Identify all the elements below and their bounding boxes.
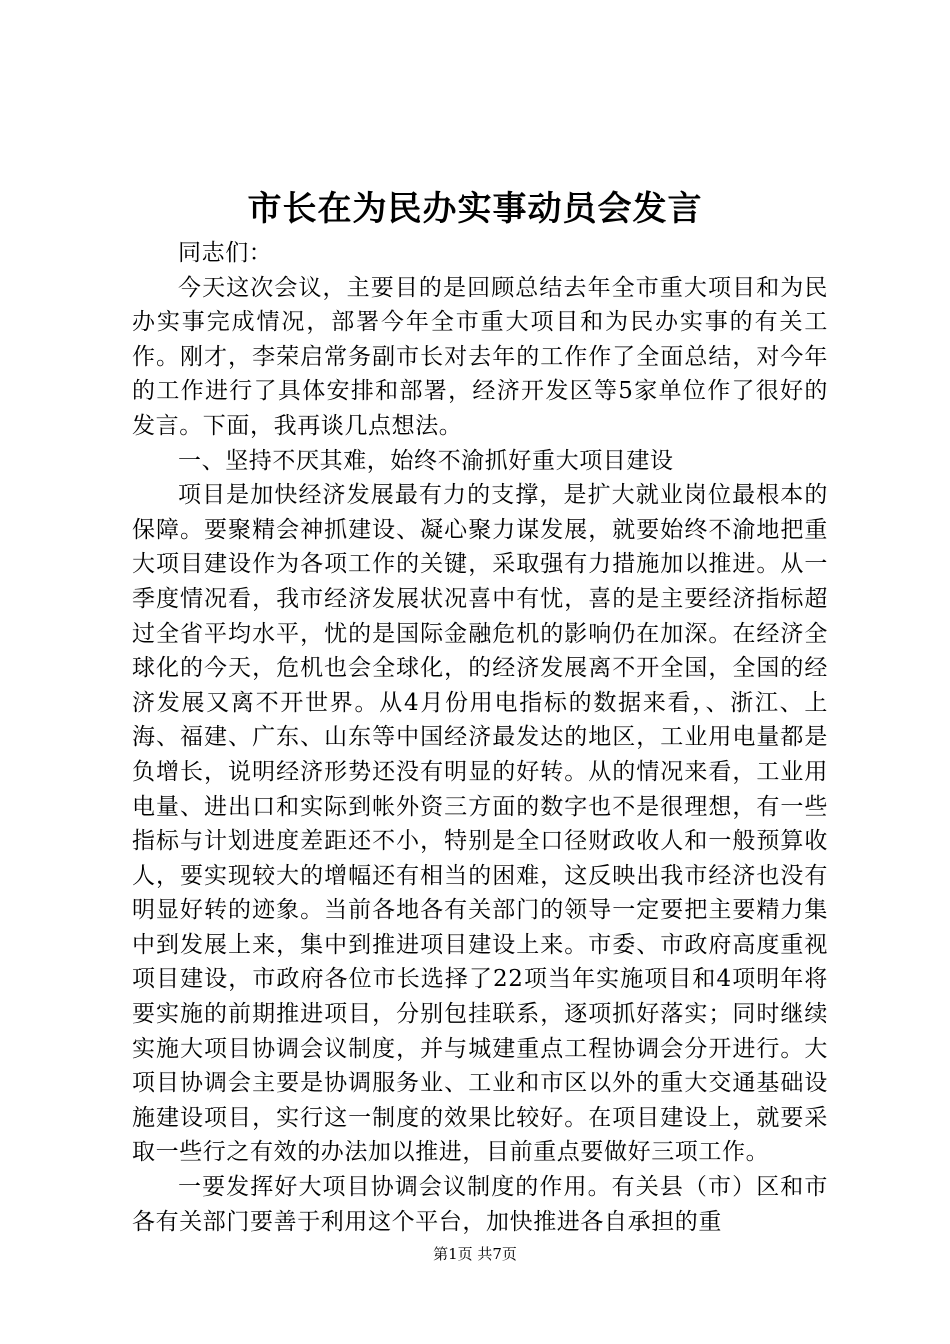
page-footer: 第1页 共7页 [433, 1245, 517, 1263]
paragraph-coordination: 一要发挥好大项目协调会议制度的作用。有关县（市）区和市各有关部门要善于利用这个平台，加快推进各自承担的重 [132, 1174, 828, 1235]
paragraph-intro: 今天这次会议，主要目的是回顾总结去年全市重大项目和为民办实事完成情况，部署今年全市重大项目和为民办实事的有关工作。刚才，李荣启常务副市长对去年的工作作了全面总结，对今年的工作进行了具体安排和部署，经济开发区等5家单位作了很好的发言。下面，我再谈几点想法。 [132, 274, 828, 439]
document-body [132, 236, 828, 1239]
document-title: 市长在为民办实事动员会发言 [247, 189, 703, 229]
section-heading-1: 一、坚持不厌其难，始终不渝抓好重大项目建设 [178, 447, 674, 474]
paragraph-salutation: 同志们： [178, 240, 273, 266]
paragraph-projects: 项目是加快经济发展最有力的支撑，是扩大就业岗位最根本的保障。要聚精会神抓建设、凝心聚力谋发展，就要始终不渝地把重大项目建设作为各项工作的关键，采取强有力措施加以推进。从一季度情况看，我市经济发展状况喜中有忧，喜的是主要经济指标超过全省平均水平，忧的是国际金融危机的影响仍在加深。在经济全球化的今天，危机也会全球化，的经济发展离不开全国，全国的经济发展又离不开世界。从4月份用电指标的数据来看，、浙江、上海、福建、广东、山东等中国经济最发达的地区，工业用电量都是负增长，说明经济形势还没有明显的好转。从的情况来看，工业用电量、进出口和实际到帐外资三方面的数字也不是很理想，有一些指标与计划进度差距还不小，特别是全口径财政收人和一般预算收人，要实现较大的增幅还有相当的困难，这反映出我市经济也没有明显好转的迹象。当前各地各有关部门的领导一定要把主要精力集中到发展上来，集中到推进项目建设上来。市委、市政府高度重视项目建设，市政府各位市长选择了22项当年实施项目和4项明年将要实施的前期推进项目，分别包挂联系，逐项抓好落实；同时继续实施大项目协调会议制度，并与城建重点工程协调会分开进行。大项目协调会主要是协调服务业、工业和市区以外的重大交通基础设施建设项目，实行这一制度的效果比较好。在项目建设上，就要采取一些行之有效的办法加以推进，目前重点要做好三项工作。 [132, 482, 828, 1166]
